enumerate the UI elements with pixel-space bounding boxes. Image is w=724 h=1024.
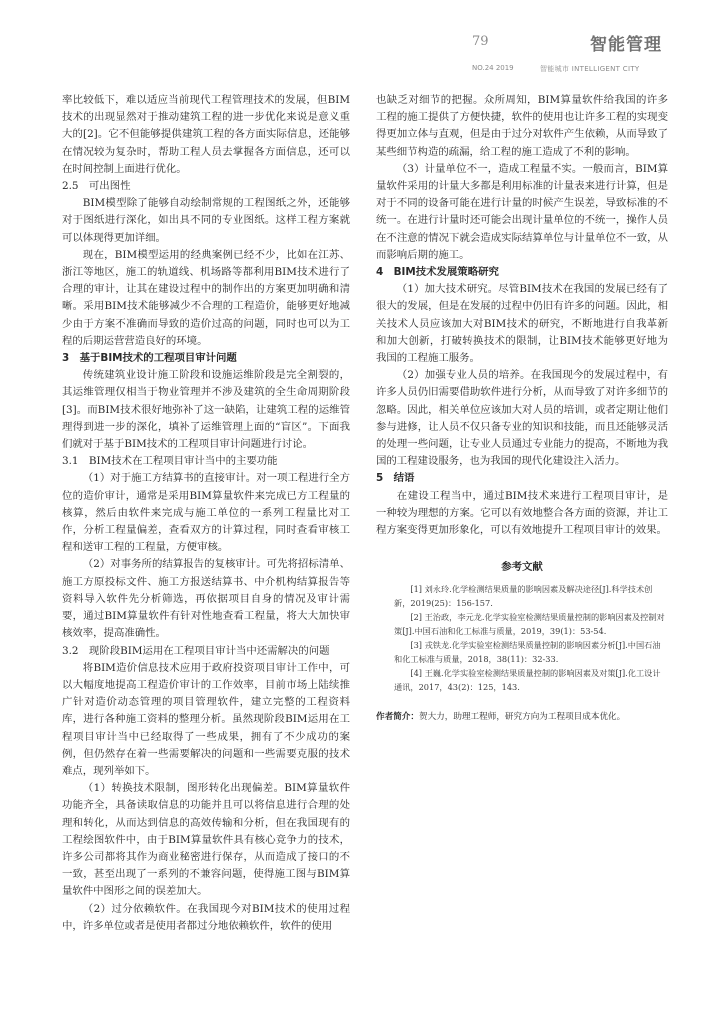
right-column bbox=[376, 92, 668, 724]
left-column bbox=[62, 92, 350, 935]
subsection-heading: 2.5 可出图性 bbox=[62, 180, 131, 193]
paragraph: 传统建筑业设计施工阶段和设施运维阶段是完全割裂的，其运维管理仅相当于物业管理并不涉及建筑的全生命周期阶段[3]。而BIM技术很好地弥补了这一缺陷，让建筑工程的运维管理得到进一步的深化，填补了运维管理上面的“盲区”。下面我们就对于基于BIM技术的工程项目审计问题进行讨论。 bbox=[62, 369, 350, 451]
reference-item: [1] 刘永玲.化学检测结果质量的影响因素及解决途径[J].科学技术创新，2019(25)：156-157. bbox=[394, 584, 653, 609]
paragraph: （2）对事务所的结算报告的复核审计。可先将招标清单、施工方原投标文件、施工方报送结算书、中介机构结算报告等资料导入软件先分析筛选，再依据项目自身的情况及审计需要，通过BIM算量软件有针对性地查看工程量，将大大加快审核效率，提高准确性。 bbox=[62, 558, 350, 640]
reference-item: [2] 王治政，李元龙.化学实验室检测结果质量控制的影响因素及控制对策[J].中国石油和化工标准与质量，2019，39(1)：53-54. bbox=[394, 612, 665, 637]
paragraph: 在建设工程当中，通过BIM技术来进行工程项目审计，是一种较为理想的方案。它可以有效地整合各方面的资源，并让工程方案变得更加形象化，可以有效地提升工程项目审计的效果。 bbox=[376, 489, 668, 537]
paragraph: 率比较低下，难以适应当前现代工程管理技术的发展，但BIM技术的出现显然对于推动建筑工程的进一步优化来说是意义重大的[2]。它不但能够提供建筑工程的各方面实际信息，还能够在情况较为复杂时，帮助工程人员去掌握各方面信息，还可以在时间控制上面进行优化。 bbox=[62, 94, 350, 175]
paragraph: （3）计量单位不一，造成工程量不实。一般而言，BIM算量软件采用的计量大多都是利用标准的计量表来进行计算，但是对于不同的设备可能在进行计量的时候产生误差，导致标准的不统一。在进行计量时还可能会出现计量单位的不统一，操作人员在不注意的情况下就会造成实际结算单位与计量单位不一致，从而影响后期的施工。 bbox=[376, 162, 668, 261]
paragraph: （1）转换技术限制，图形转化出现偏差。BIM算量软件功能齐全，具备读取信息的功能并且可以将信息进行合理的处理和转化，从而达到信息的高效传输和分析，但在我国现有的工程绘图软件中，由于BIM算量软件具有核心竞争力的技术，许多公司都将其作为商业秘密进行保存，从而造成了接口的不一致，甚至出现了一系列的不兼容问题，使得施工图与BIM算量软件中图形之间的误差加大。 bbox=[62, 782, 350, 898]
journal-name: 智能城市 INTELLIGENT CITY bbox=[540, 65, 640, 73]
paragraph: 将BIM造价信息技术应用于政府投资项目审计工作中，可以大幅度地提高工程造价审计的工作效率，目前市场上陆续推广针对造价动态管理的项目管理软件，建立完整的工程资料库，进行各种施工资料的整理分析。虽然现阶段BIM运用在工程项目审计当中已经取得了一些成果，拥有了不少成功的案例，但仍然存在着一些需要解决的问题和一些需要克服的技术难点，现列举如下。 bbox=[62, 661, 350, 777]
author-bio bbox=[376, 710, 668, 724]
reference-item: [3] 戎铁龙.化学实验室检测结果质量控制的影响因素分析[J].中国石油和化工标准与质量，2018，38(11)：32-33. bbox=[394, 640, 661, 665]
paragraph: BIM模型除了能够自动绘制常规的工程图纸之外，还能够对于图纸进行深化，如出具不同的专业图纸。这样工程方案就可以体现得更加详细。 bbox=[62, 197, 350, 244]
paragraph: （2）加强专业人员的培养。在我国现今的发展过程中，有许多人员仍旧需要借助软件进行分析，从而导致了对许多细节的忽略。因此，相关单位应该加大对人员的培训，或者定期让他们参与进修，让人员不仅只备专业的知识和技能，而且还能够灵活的处理一些问题，让专业人员通过专业能力的提高，不断地为我国的工程建设服务，也为我国的现代化建设注入活力。 bbox=[376, 369, 668, 468]
page-header bbox=[0, 0, 724, 86]
author-text: 贺大力，助理工程师，研究方向为工程项目成本优化。 bbox=[418, 712, 626, 723]
subsection-heading: 3.2 现阶段BIM运用在工程项目审计当中还需解决的问题 bbox=[62, 644, 330, 657]
reference-item: [4] 王巍.化学实验室检测结果质量控制的影响因素及对策[J].化工设计通讯，2017，43(2)：125，143. bbox=[394, 668, 661, 693]
page-number: 79 bbox=[472, 34, 489, 49]
paragraph: 现在，BIM模型运用的经典案例已经不少，比如在江苏、浙江等地区，施工的轨道线、机场路等都利用BIM技术进行了合理的审计，让其在建设过程中的制作出的方案更加明确和清晰。采用BIM技术能够减少不合理的工程造价，能够更好地减少由于方案不准确而导致的造价过高的问题，同时也可以为工程的后期运营营造良好的环境。 bbox=[62, 248, 350, 347]
section-heading: 4 BIM技术发展策略研究 bbox=[376, 266, 499, 279]
issue-number: NO.24 2019 bbox=[472, 64, 514, 72]
paragraph: （1）对于施工方结算书的直接审计。对一项工程进行全方位的造价审计，通常是采用BIM算量软件来完成已方工程量的核算，然后由软件来完成与施工单位的一系列工程量比对工作，分析工程量偏差，查看双方的计算过程，同时查看审核工程和送审工程的工程量，方便审核。 bbox=[62, 472, 350, 554]
section-heading: 5 结语 bbox=[376, 472, 415, 485]
section-title: 智能管理 bbox=[590, 35, 662, 55]
paragraph: 也缺乏对细节的把握。众所周知，BIM算量软件给我国的许多工程的施工提供了方便快捷，软件的使用也让许多工程的实现变得更加立体与直观，但是由于过分对软件产生依赖，从而导致了某些细节构造的疏漏，给工程的施工造成了不利的影响。 bbox=[376, 94, 668, 158]
references-list bbox=[376, 582, 668, 694]
paragraph: （2）过分依赖软件。在我国现今对BIM技术的使用过程中，许多单位或者是使用者都过分地依赖软件，软件的使用 bbox=[62, 902, 350, 932]
section-heading: 3 基于BIM技术的工程项目审计问题 bbox=[62, 352, 237, 365]
author-label: 作者简介： bbox=[376, 712, 419, 723]
references-title: 参考文献 bbox=[501, 561, 543, 574]
subsection-heading: 3.1 BIM技术在工程项目审计当中的主要功能 bbox=[62, 455, 278, 468]
paragraph: （1）加大技术研究。尽管BIM技术在我国的发展已经有了很大的发展，但是在发展的过程中仍旧有许多的问题。因此，相关技术人员应该加大对BIM技术的研究，不断地进行自我革新和加大创新，打破转换技术的限制，让BIM技术能够更好地为我国的工程施工服务。 bbox=[376, 283, 668, 365]
